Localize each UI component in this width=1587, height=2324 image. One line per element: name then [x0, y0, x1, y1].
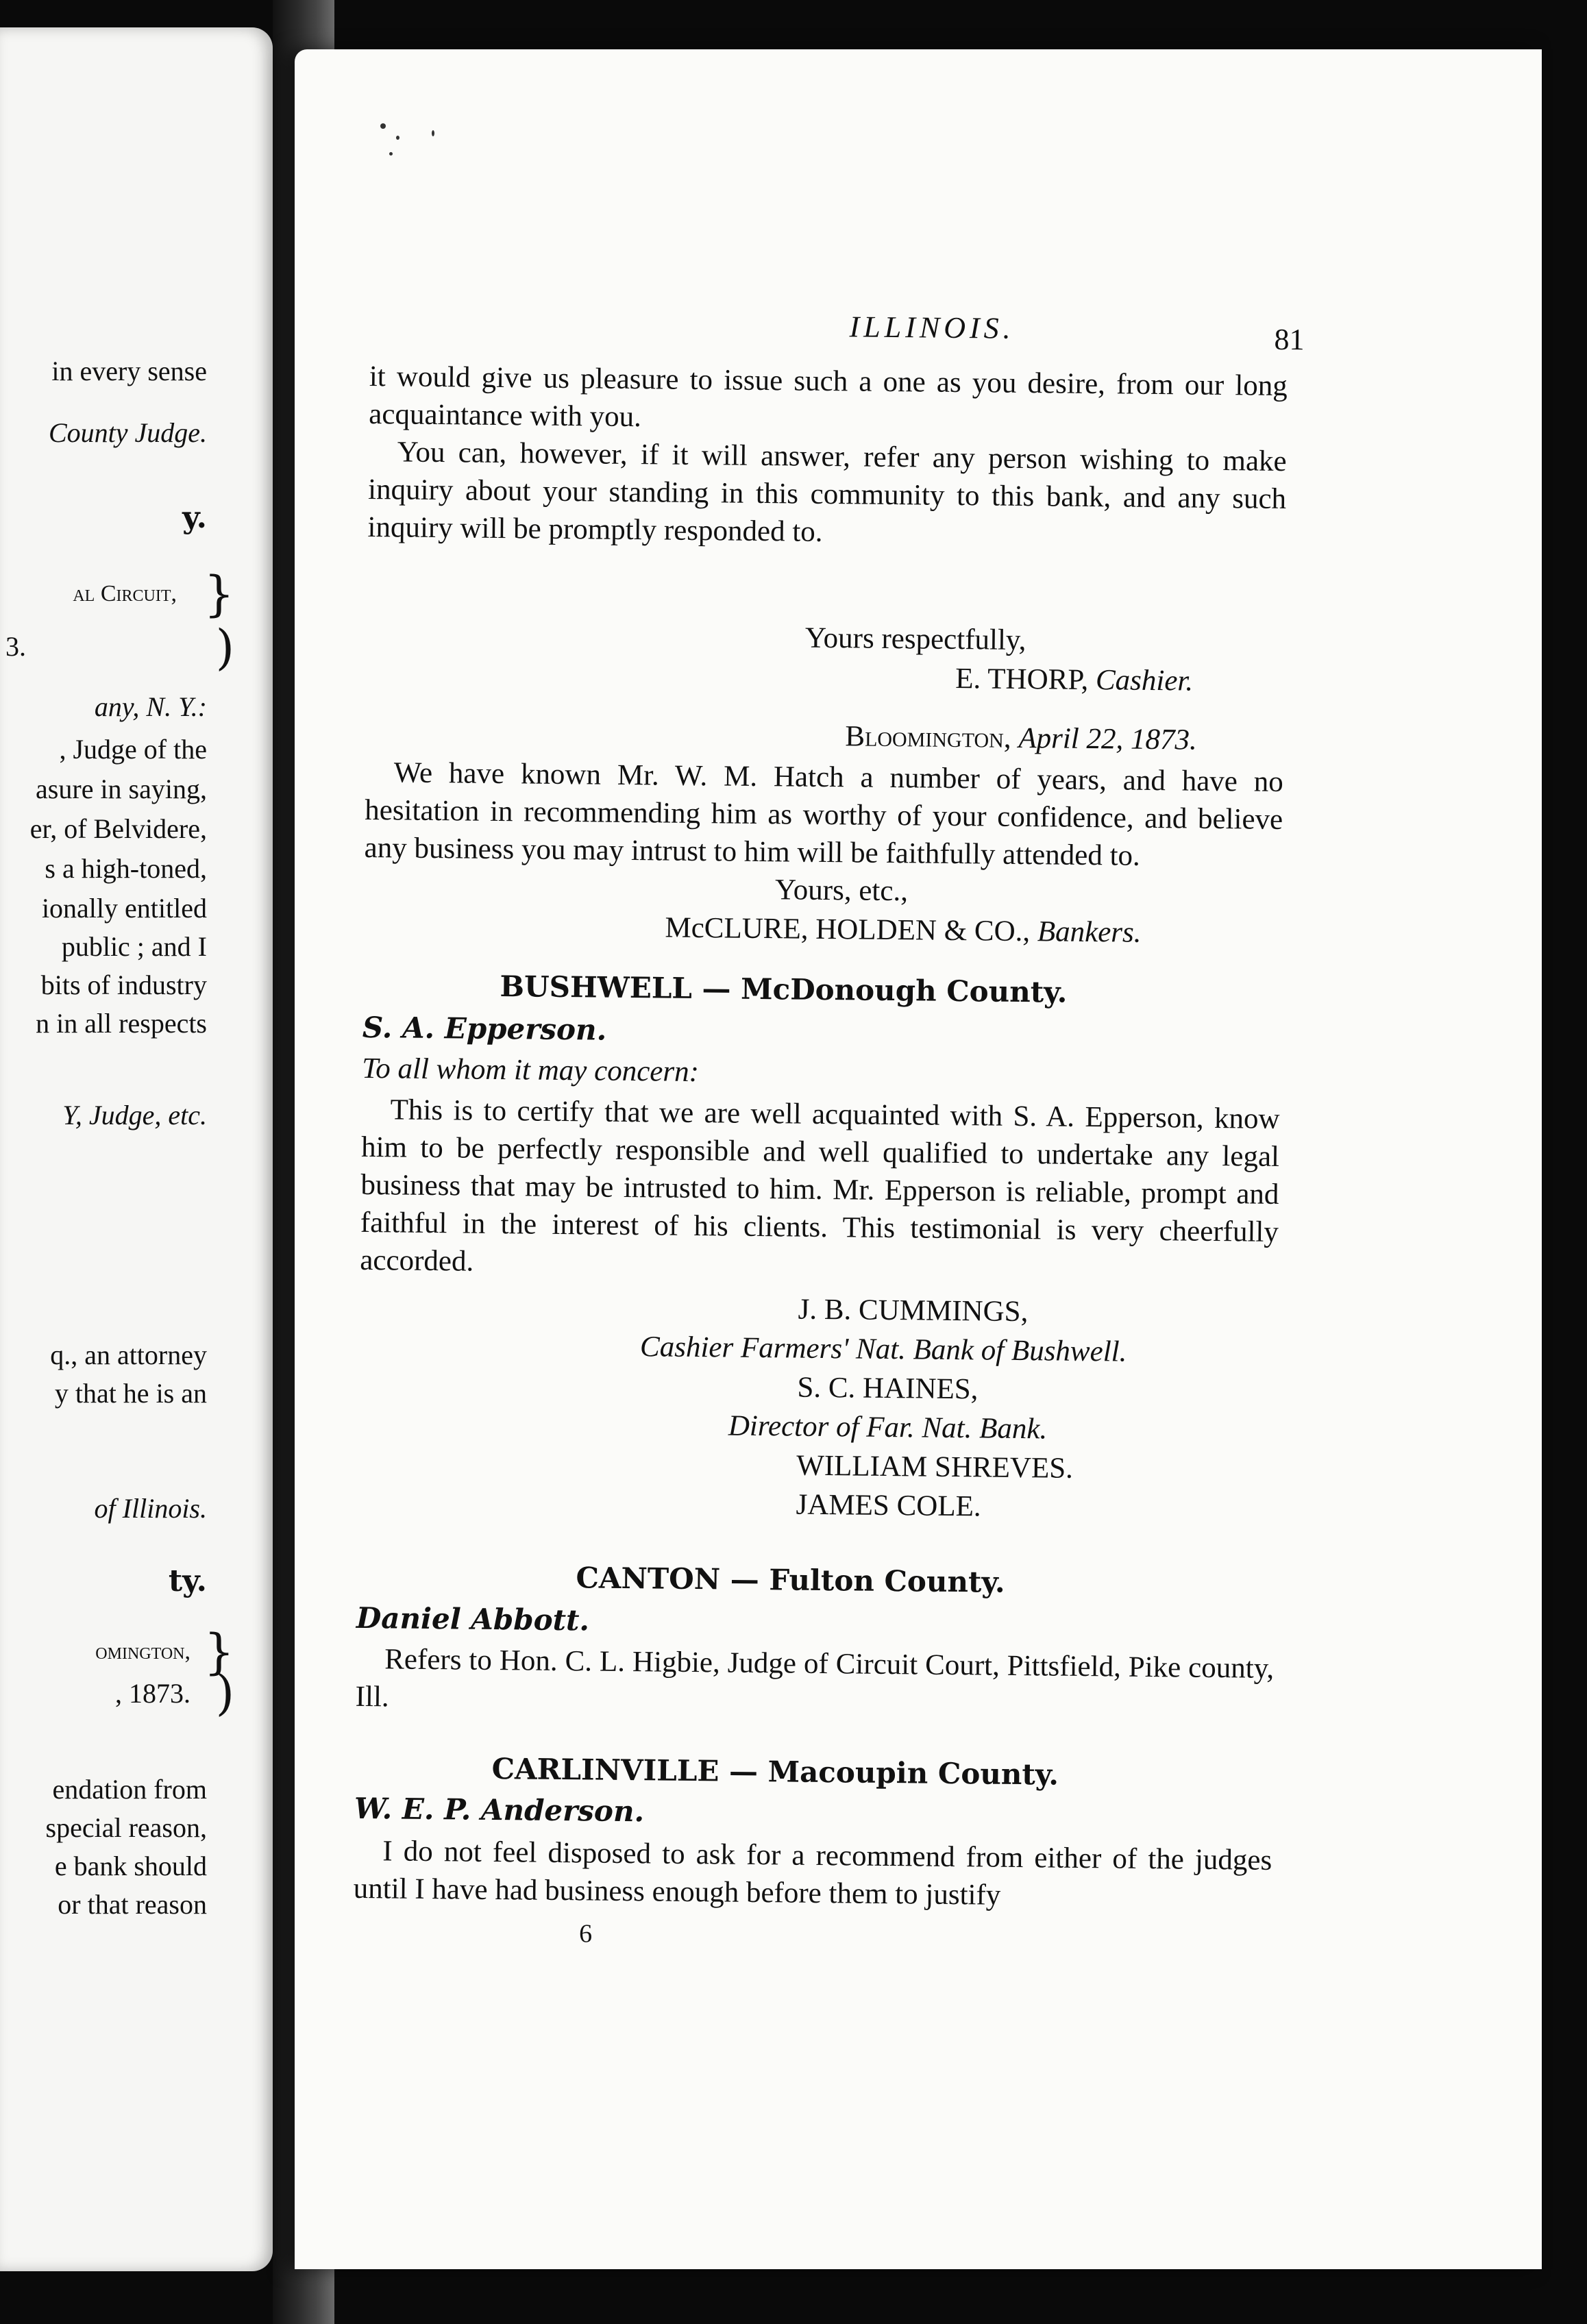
left-line: 3. [5, 631, 26, 662]
left-line: County Judge. [48, 417, 207, 448]
print-speck [432, 130, 434, 136]
print-speck [396, 136, 399, 140]
signer-title: Cashier. [1095, 664, 1194, 697]
left-line: n in all respects [36, 1008, 207, 1039]
brace-mark: } [204, 566, 234, 622]
print-speck [380, 123, 386, 129]
signer-name: J. B. CUMMINGS, [798, 1293, 1029, 1328]
running-head: ILLINOIS. [849, 310, 1015, 345]
signer-name: McCLURE, HOLDEN & CO., [665, 911, 1031, 948]
left-line: e bank should [54, 1851, 207, 1881]
paragraph: We have known Mr. W. M. Hatch a number of years, and have no hesitation in recommending him as worthy of your confidence, and believe any business you may intrust to him will be faithfully attended to. [364, 756, 1283, 872]
left-line: q., an attorney [50, 1339, 207, 1370]
closing: Yours respectfully, [804, 621, 1026, 657]
signature-line [665, 909, 1142, 952]
dateline [845, 717, 1197, 758]
left-line: any, N. Y.: [94, 691, 207, 722]
right-page [295, 49, 1542, 2269]
letter-thorp [367, 358, 1288, 556]
left-line: in every sense [51, 356, 207, 386]
left-line: public ; and I [61, 931, 207, 962]
signer-title: Cashier Farmers' Nat. Bank of Bushwell. [639, 1331, 1127, 1368]
left-line: , Judge of the [59, 734, 207, 765]
left-line: special reason, [45, 1812, 207, 1843]
reference [355, 1640, 1274, 1725]
signer-title: Director of Far. Nat. Bank. [728, 1409, 1048, 1446]
dateline-date: April 22, 1873. [1018, 721, 1197, 756]
attorney-name: W. E. P. Anderson. [354, 1791, 645, 1829]
section-heading: BUSHWELL — McDonough County. [500, 969, 1068, 1009]
paragraph: it would give us pleasure to issue such a one as you desire, from our long acquaintance with you. [369, 360, 1288, 434]
left-page [0, 27, 273, 2271]
signer-title: Bankers. [1037, 915, 1142, 949]
signer-name: WILLIAM SHREVES. [796, 1449, 1074, 1485]
left-line: y that he is an [54, 1378, 207, 1409]
paragraph: I do not feel disposed to ask for a recommend from either of the judges until I have had business enough before them to justify [353, 1835, 1272, 1912]
letter-mcclure [364, 754, 1283, 876]
page-number: 81 [1274, 322, 1305, 357]
left-line: al Circuit, [73, 581, 177, 606]
left-line: omington, [95, 1639, 190, 1664]
left-line: ionally entitled [41, 893, 207, 924]
left-line: asure in saying, [36, 774, 207, 804]
left-line: endation from [52, 1774, 207, 1805]
testimonial [360, 1091, 1280, 1289]
left-line: of Illinois. [94, 1493, 207, 1524]
page-content [353, 303, 1305, 1949]
brace-mark: ) [215, 1665, 234, 1721]
brace-mark: } [204, 1624, 234, 1680]
paragraph: Refers to Hon. C. L. Higbie, Judge of Circuit Court, Pittsfield, Pike county, Ill. [355, 1643, 1275, 1714]
signer-name: S. C. HAINES, [797, 1371, 979, 1406]
left-line: Y, Judge, etc. [62, 1100, 207, 1130]
left-line: bits of industry [40, 969, 207, 1000]
salutation: To all whom it may concern: [362, 1052, 700, 1089]
paragraph: This is to certify that we are well acquainted with S. A. Epperson, know him to be perfectly responsible and well qualified to undertake any legal business that may be intrusted to him. Mr. Epperson is reliable, prompt and faithful in the interest of his clients. This testimonial is very cheerfully accorded. [360, 1093, 1280, 1278]
left-line: s a high-toned, [45, 853, 207, 884]
section-heading: CANTON — Fulton County. [576, 1561, 1005, 1599]
left-line: ty. [168, 1563, 207, 1598]
statement [353, 1832, 1272, 1917]
signer-name: E. THORP, [955, 662, 1089, 697]
left-line: er, of Belvidere, [29, 813, 207, 844]
left-line: , 1873. [115, 1678, 190, 1709]
brace-mark: ) [215, 619, 234, 676]
print-speck [389, 152, 393, 156]
left-line: y. [182, 500, 207, 535]
signer-name: JAMES COLE. [796, 1488, 981, 1523]
attorney-name: Daniel Abbott. [356, 1600, 590, 1637]
closing: Yours, etc., [774, 874, 909, 908]
paragraph: You can, however, if it will answer, refer any person wishing to make inquiry about your standing in this community to this bank, and any such inquiry will be promptly responded to. [367, 436, 1287, 548]
left-line: or that reason [58, 1889, 207, 1920]
attorney-name: S. A. Epperson. [362, 1010, 607, 1047]
signature-line [955, 660, 1193, 700]
dateline-place: Bloomington, [845, 720, 1011, 754]
signature-mark: 6 [578, 1919, 593, 1949]
section-heading: CARLINVILLE — Macoupin County. [491, 1751, 1059, 1792]
